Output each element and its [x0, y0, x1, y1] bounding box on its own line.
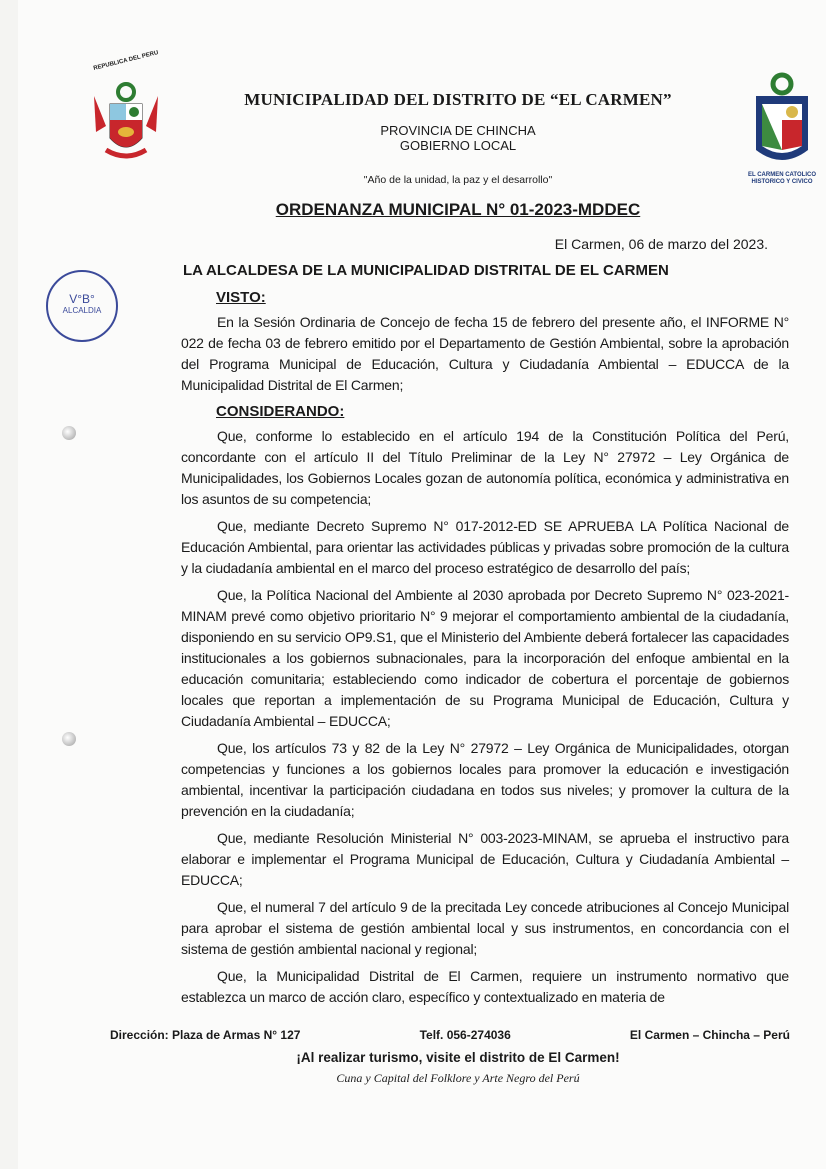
paragraph: Que, los artículos 73 y 82 de la Ley N° 27972 – Ley Orgánica de Municipalidades, otorgan competencias y funciones a los gobiernos locales para promover la educación e investigación ambiental, incentivar la participación ciudadana en todos sus niveles; y promover la cultura de la prevención en la ciudadanía; — [181, 740, 789, 819]
document-title: ORDENANZA MUNICIPAL N° 01-2023-MDDEC — [275, 200, 641, 219]
municipality-name: MUNICIPALIDAD DEL DISTRITO DE “EL CARMEN” — [244, 90, 672, 109]
issuer-heading: LA ALCALDESA DE LA MUNICIPALIDAD DISTRITAL DE EL CARMEN — [183, 262, 669, 279]
paragraph: Que, conforme lo establecido en el artículo 194 de la Constitución Política del Perú, concordante con el artículo II del Título Preliminar de la Ley N° 27972 – Ley Orgánica de Municipalidades, los Gobiernos Locales gozan de autonomía política, económica y administrativa en los asuntos de su competencia; — [181, 428, 789, 507]
punch-hole — [62, 426, 76, 440]
footer-address: Dirección: Plaza de Armas N° 127 — [110, 1028, 301, 1042]
footer-phone: Telf. 056-274036 — [419, 1028, 511, 1042]
punch-hole — [62, 732, 76, 746]
document-date: El Carmen, 06 de marzo del 2023. — [554, 236, 768, 252]
footer-contact — [110, 1028, 790, 1042]
paragraph: Que, mediante Decreto Supremo N° 017-2012-ED SE APRUEBA LA Política Nacional de Educación Ambiental, para orientar las actividades públicas y privadas sobre promoción de la cultura y la ciudadanía ambiental en el marco del proceso estratégico de desarrollo del país; — [181, 518, 789, 576]
government-label: GOBIERNO LOCAL — [399, 138, 517, 153]
right-seal-text: EL CARMEN CATOLICO HISTORICO Y CIVICO — [747, 172, 816, 185]
considerando-heading: CONSIDERANDO: — [216, 403, 345, 420]
year-motto: "Año de la unidad, la paz y el desarrollo" — [363, 174, 553, 186]
province-block — [258, 123, 658, 153]
mayor-stamp — [46, 270, 118, 342]
stamp-role: ALCALDIA — [62, 306, 102, 315]
visto-paragraph: En la Sesión Ordinaria de Concejo de fecha 15 de febrero del presente año, el INFORME N° 022 de fecha 03 de febrero emitido por el Departamento de Gestión Ambiental, sobre la aprobación del Programa Municipal de Educación, Cultura y Ciudadanía Ambiental – EDUCCA de la Municipalidad Distrital de El Carmen; — [181, 314, 789, 393]
footer-tagline: Cuna y Capital del Folklore y Arte Negro del Perú — [336, 1071, 580, 1085]
peru-coat-of-arms — [86, 66, 166, 166]
document-body — [181, 288, 789, 1014]
paragraph: Que, mediante Resolución Ministerial N° 003-2023-MINAM, se aprueba el instructivo para elaborar e implementar el Programa Municipal de Educación, Cultura y Ciudadanía Ambiental – EDUCCA; — [181, 830, 789, 888]
left-seal-text: REPUBLICA DEL PERU — [92, 50, 160, 72]
footer-slogan: ¡Al realizar turismo, visite el distrito de El Carmen! — [296, 1050, 620, 1065]
paragraph: Que, el numeral 7 del artículo 9 de la precitada Ley concede atribuciones al Concejo Municipal para aprobar el sistema de gestión ambiental local y sus instrumentos, en concordancia con el sistema de gestión ambiental nacional y regional; — [181, 899, 789, 957]
province-name: PROVINCIA DE CHINCHA — [380, 123, 536, 138]
el-carmen-shield — [752, 70, 812, 170]
stamp-vb: V°B° — [69, 292, 95, 306]
footer-location: El Carmen – Chincha – Perú — [629, 1028, 790, 1042]
document-page — [18, 0, 826, 1169]
paragraph: Que, la Municipalidad Distrital de El Carmen, requiere un instrumento normativo que establezca un marco de acción claro, específico y contextualizado en materia de — [181, 968, 789, 1005]
paragraph: Que, la Política Nacional del Ambiente al 2030 aprobada por Decreto Supremo N° 023-2021-MINAM prevé como objetivo prioritario N° 9 mejorar el comportamiento ambiental de la ciudadanía, disponiendo en su servicio OP9.S1, que el Ministerio del Ambiente deberá fortalecer las capacidades institucionales a los gobiernos subnacionales, para la incorporación del enfoque ambiental en la educación comunitaria; estableciendo como indicador de cobertura el porcentaje de gobiernos locales que reportan a implementación de su Programa Municipal de Educación, Cultura y Ciudadanía Ambiental – EDUCCA; — [181, 587, 789, 729]
visto-heading: VISTO: — [216, 289, 266, 306]
